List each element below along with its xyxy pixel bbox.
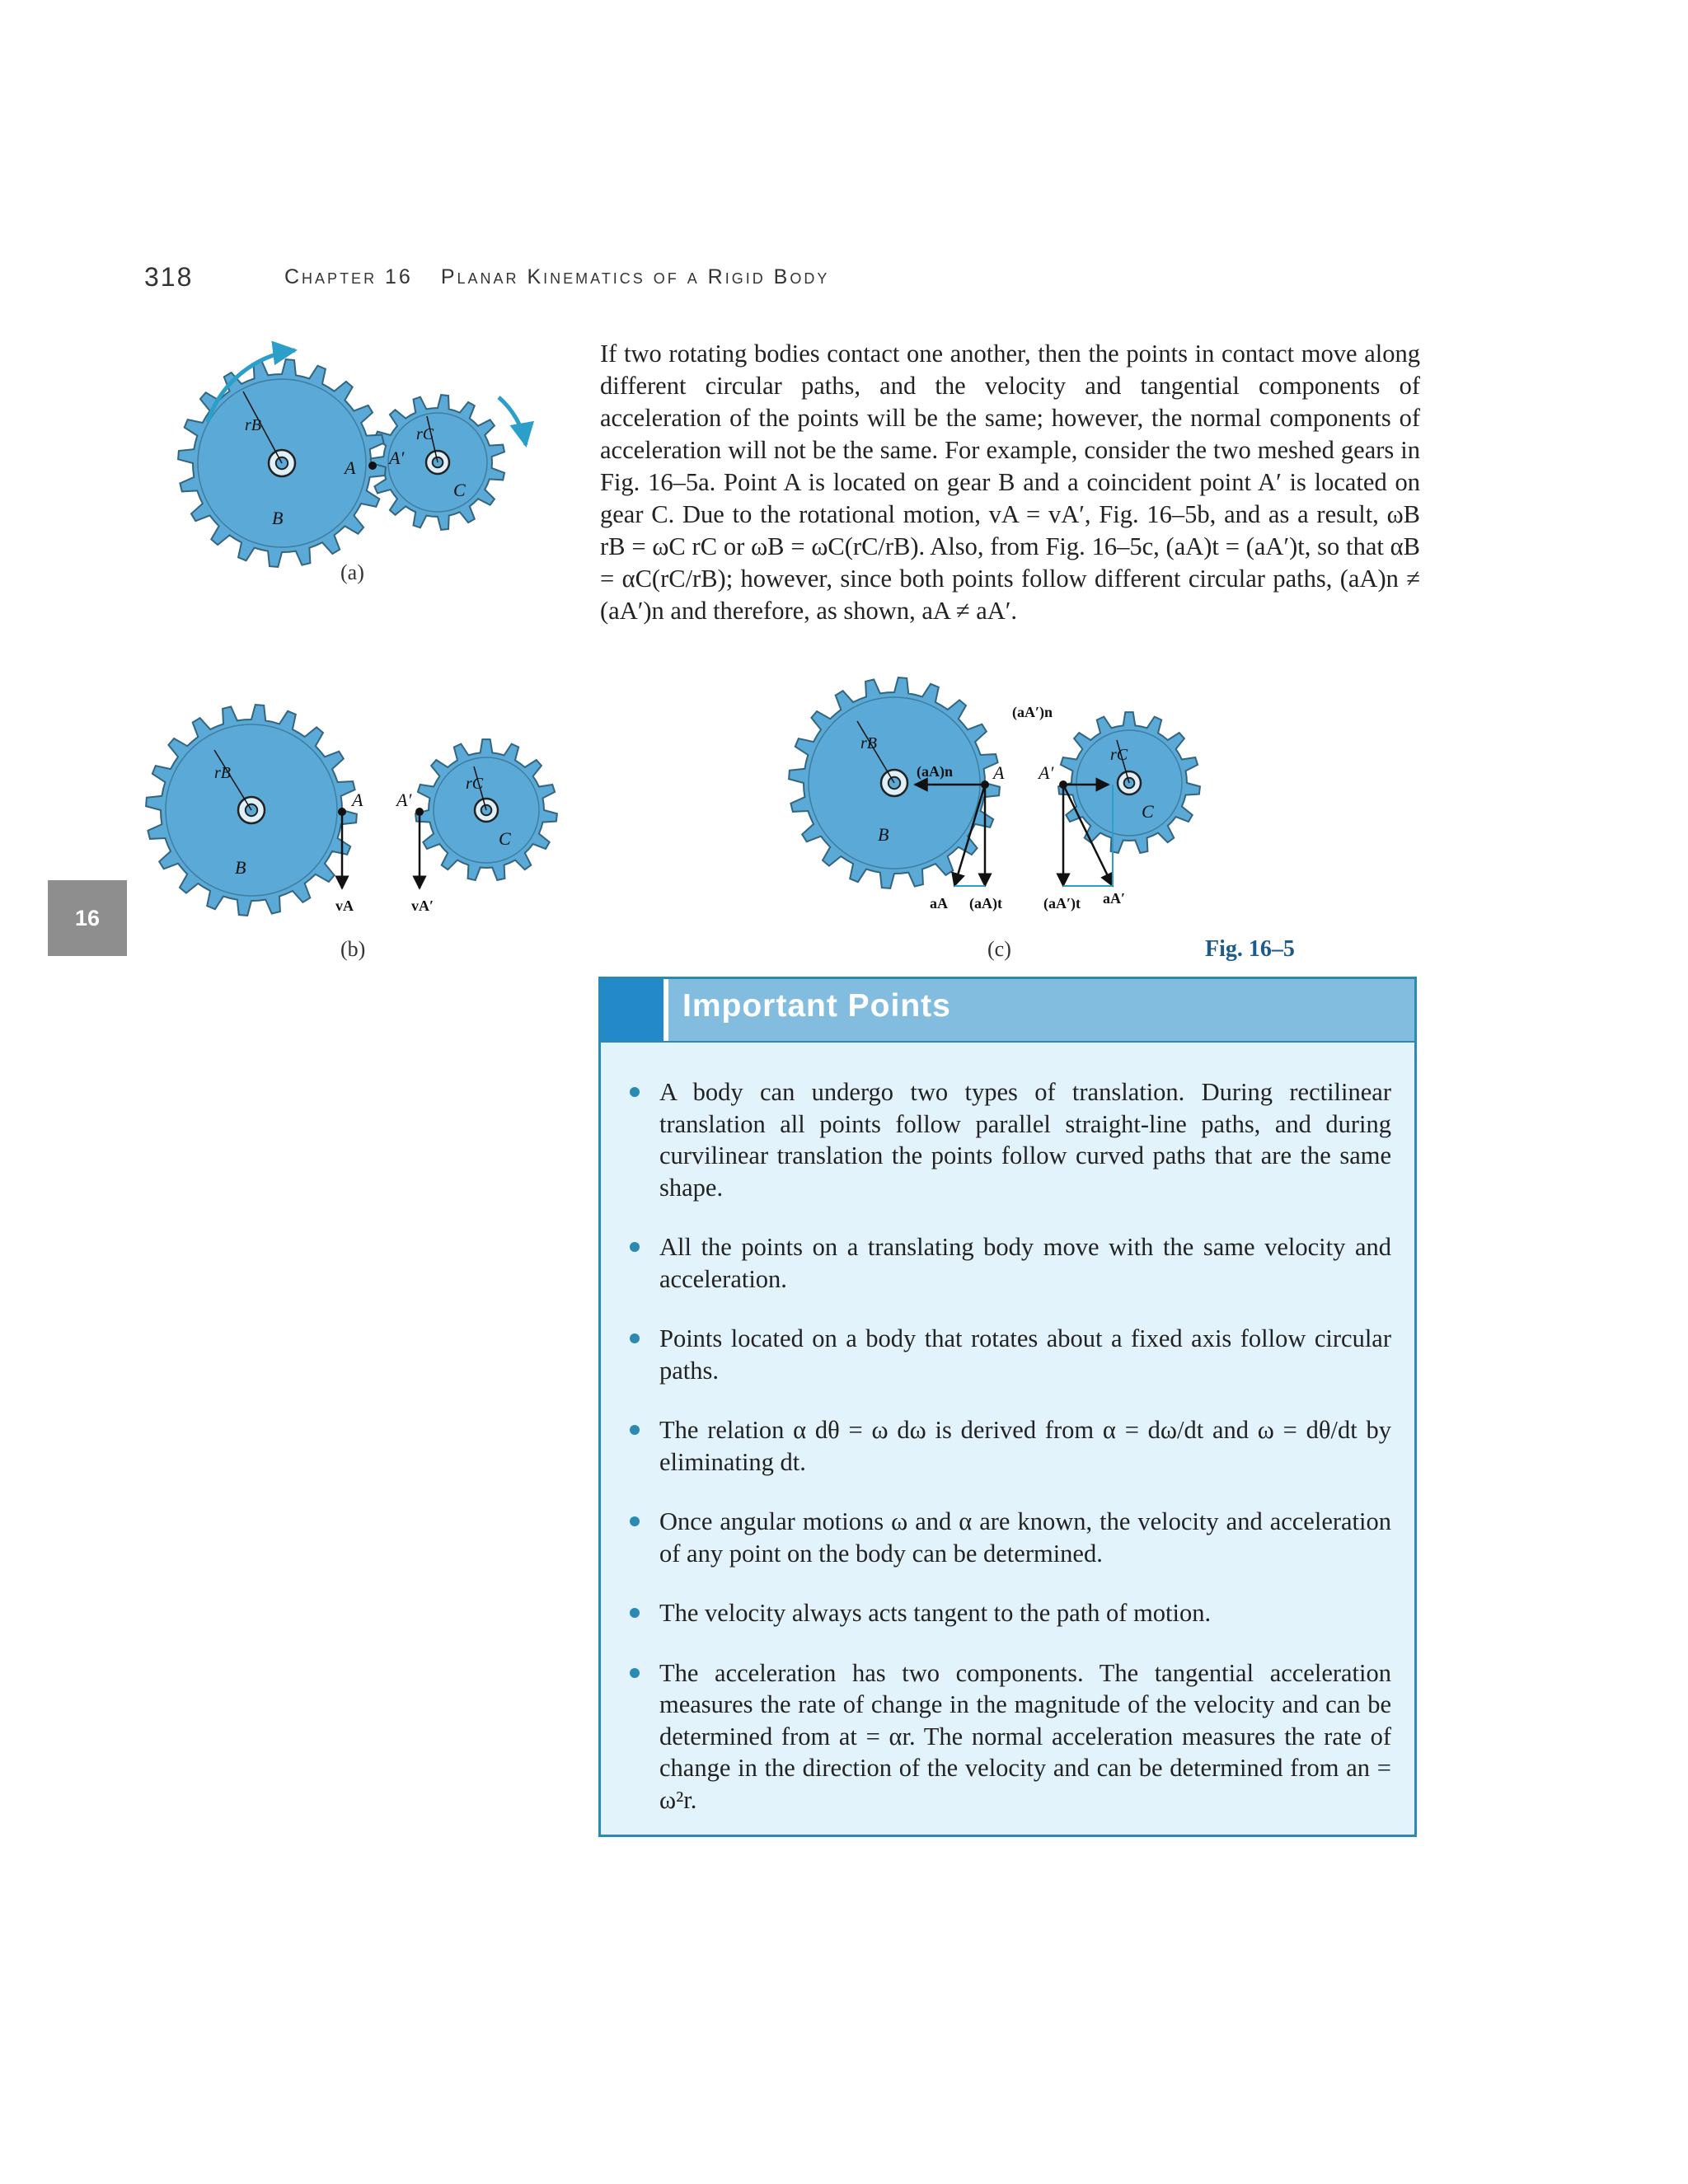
important-points-header — [601, 979, 1414, 1043]
caption-b: (b) — [340, 937, 366, 961]
caption-a: (a) — [340, 560, 364, 584]
bullet-icon — [630, 1333, 640, 1343]
list-item-text: All the points on a translating body move with the same velocity and acceleration. — [659, 1233, 1391, 1293]
body-paragraph: If two rotating bodies contact one another, then the points in contact move along different circular paths, and the velocity and tangential components of acceleration of the points will be the same; however, the normal components of acceleration will not be the same. For example, consider the two meshed gears in Fig. 16–5a. Point A is located on gear B and a coincident point A′ is located on gear C. Due to the rotational motion, vA = vA′, Fig. 16–5b, and as a result, ωB rB = ωC rC or ωB = ωC(rC/rB). Also, from Fig. 16–5c, (aA)t = (aA′)t, so that αB = αC(rC/rB); however, since both points follow different circular paths, (aA)n ≠ (aA′)n and therefore, as shown, aA ≠ aA′. — [600, 340, 1420, 625]
figure-b — [144, 701, 573, 931]
label-rb-a: rB — [245, 416, 261, 434]
label-rc-a: rC — [416, 425, 434, 443]
list-item — [659, 1506, 1391, 1569]
label-b-b: B — [235, 857, 246, 878]
label-b-a: B — [272, 508, 284, 528]
bullet-icon — [630, 1087, 640, 1097]
list-item — [659, 1597, 1391, 1629]
chapter-label: Chapter 16 — [284, 265, 413, 288]
label-c-a: C — [453, 480, 466, 500]
bullet-icon — [630, 1608, 640, 1618]
important-points-list — [601, 1076, 1414, 1844]
list-item-text: Once angular motions ω and α are known, the velocity and acceleration of any point on the body can be determined. — [659, 1507, 1391, 1568]
page-number: 318 — [144, 262, 194, 292]
label-aan: (aA)n — [917, 763, 953, 780]
label-rb-b: rB — [214, 764, 231, 782]
caption-c: (c) — [987, 937, 1011, 961]
label-b-c: B — [878, 824, 889, 845]
label-a-c: A — [993, 762, 1005, 783]
label-aprime-a: A′ — [389, 448, 405, 468]
important-points-title: Important Points — [682, 988, 951, 1024]
label-a-b: A — [352, 790, 363, 810]
figure-label: Fig. 16–5 — [1205, 936, 1295, 962]
list-item — [659, 1323, 1391, 1386]
label-vaprime: vA′ — [411, 898, 434, 914]
header-accent-block — [601, 979, 663, 1041]
list-item — [659, 1076, 1391, 1203]
bullet-icon — [630, 1516, 640, 1526]
label-rc-c: rC — [1110, 746, 1128, 764]
contact-point-a — [368, 462, 377, 470]
running-header — [284, 265, 829, 289]
important-points-box — [598, 977, 1417, 1837]
figure-c — [791, 684, 1220, 931]
header-separator — [663, 979, 668, 1041]
omega-c-arrow — [499, 397, 526, 445]
label-aap: aA′ — [1103, 890, 1126, 907]
list-item — [659, 1414, 1391, 1478]
label-aprime-c: A′ — [1039, 762, 1054, 783]
list-item-text: The relation α dθ = ω dω is derived from α = dω/dt and ω = dθ/dt by eliminating dt. — [659, 1416, 1391, 1476]
bullet-icon — [630, 1668, 640, 1678]
label-rb-c: rB — [860, 734, 877, 752]
label-va: vA — [335, 898, 354, 914]
label-rc-b: rC — [466, 775, 484, 793]
chapter-tab: 16 — [48, 880, 127, 956]
label-c-c: C — [1142, 801, 1154, 822]
list-item-text: The velocity always acts tangent to the path of motion. — [659, 1599, 1212, 1627]
bullet-icon — [630, 1242, 640, 1252]
label-aat: (aA)t — [969, 895, 1002, 912]
label-aapt: (aA′)t — [1043, 895, 1081, 912]
list-item-text: Points located on a body that rotates about a fixed axis follow circular paths. — [659, 1324, 1391, 1385]
list-item-text: A body can undergo two types of translation. During rectilinear translation all points follow parallel straight-line paths, and during curvilinear translation the points follow curved paths that are the same shape. — [659, 1078, 1391, 1202]
label-aapn: (aA′)n — [1012, 704, 1053, 720]
label-aprime-b: A′ — [396, 790, 412, 810]
list-item — [659, 1231, 1391, 1295]
list-item-text: The acceleration has two components. The tangential acceleration measures the rate of change in the magnitude of the velocity and can be determined from at = αr. The normal acceleration measures the rate of change in the direction of the velocity and can be determined from an = ω²r. — [659, 1658, 1391, 1814]
chapter-title: Planar Kinematics of a Rigid Body — [440, 265, 830, 288]
label-c-b: C — [499, 828, 511, 849]
list-item — [659, 1657, 1391, 1816]
label-aa: aA — [930, 895, 948, 912]
label-a-a: A — [345, 457, 356, 478]
bullet-icon — [630, 1425, 640, 1435]
